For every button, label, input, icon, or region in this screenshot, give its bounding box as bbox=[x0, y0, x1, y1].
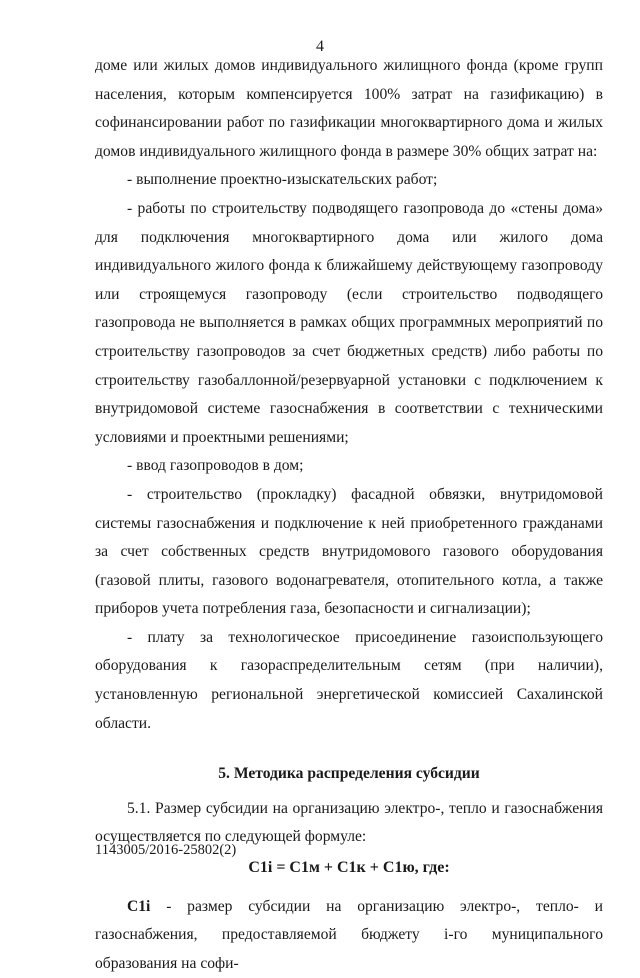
list-item-pipeline-construction: - работы по строительству подводящего газопровода до «стены дома» для подключения многоквартирного дома или жилого дома индивидуального жилого фонда к ближайшему действующему газопроводу или строящемуся газопроводу (если строительство подводящего газопровода не выполняется в рамках общих программных мероприятий по строительству газопроводов за счет бюджетных средств) либо работы по строительству газобаллонной/резервуарной установки с подключением к внутридомовой системе газоснабжения в соответствии с техническими условиями и проектными решениями; bbox=[95, 199, 603, 446]
subsidy-formula: C1i = C1м + C1к + C1ю, где: bbox=[248, 859, 450, 877]
definition-text: - размер субсидии на организацию электро-, тепло- и газоснабжения, предоставляемой бюджету i-го муниципального образования на софи- bbox=[95, 897, 603, 972]
paragraph-intro: доме или жилых домов индивидуального жилищного фонда (кроме групп населения, которым компенсируется 100% затрат на газификацию) в софинансировании работ по газификации многоквартирного дома и жилых домов индивидуального жилищного фонда в размере 30% общих затрат на: bbox=[95, 57, 603, 160]
page-number: 4 bbox=[316, 38, 324, 55]
section-heading: 5. Методика распределения субсидии bbox=[218, 765, 480, 783]
document-code-footer: 1143005/2016-25802(2) bbox=[95, 842, 237, 858]
document-body bbox=[95, 52, 603, 978]
list-item-connection-fee: - плату за технологическое присоединение газоиспользующего оборудования к газораспределительным сетям (при наличии), установленную региональной энергетической комиссией Сахалинской области. bbox=[95, 628, 603, 732]
list-item-internal-system: - строительство (прокладку) фасадной обвязки, внутридомовой системы газоснабжения и подключение к ней приобретенного гражданами за счет собственных средств внутридомового газового оборудования (газовой плиты, газового водонагревателя, отопительного котла, а также приборов учета потребления газа, безопасности и сигнализации); bbox=[95, 485, 603, 618]
definition-term: C1i bbox=[127, 897, 151, 915]
list-item-gas-input: - ввод газопроводов в дом; bbox=[127, 457, 304, 475]
list-item-design-works: - выполнение проектно-изыскательских работ; bbox=[127, 171, 438, 189]
definition-paragraph bbox=[95, 893, 603, 978]
clause-5-1: 5.1. Размер субсидии на организацию электро-, тепло и газоснабжения осуществляется по следующей формуле: bbox=[95, 799, 603, 846]
